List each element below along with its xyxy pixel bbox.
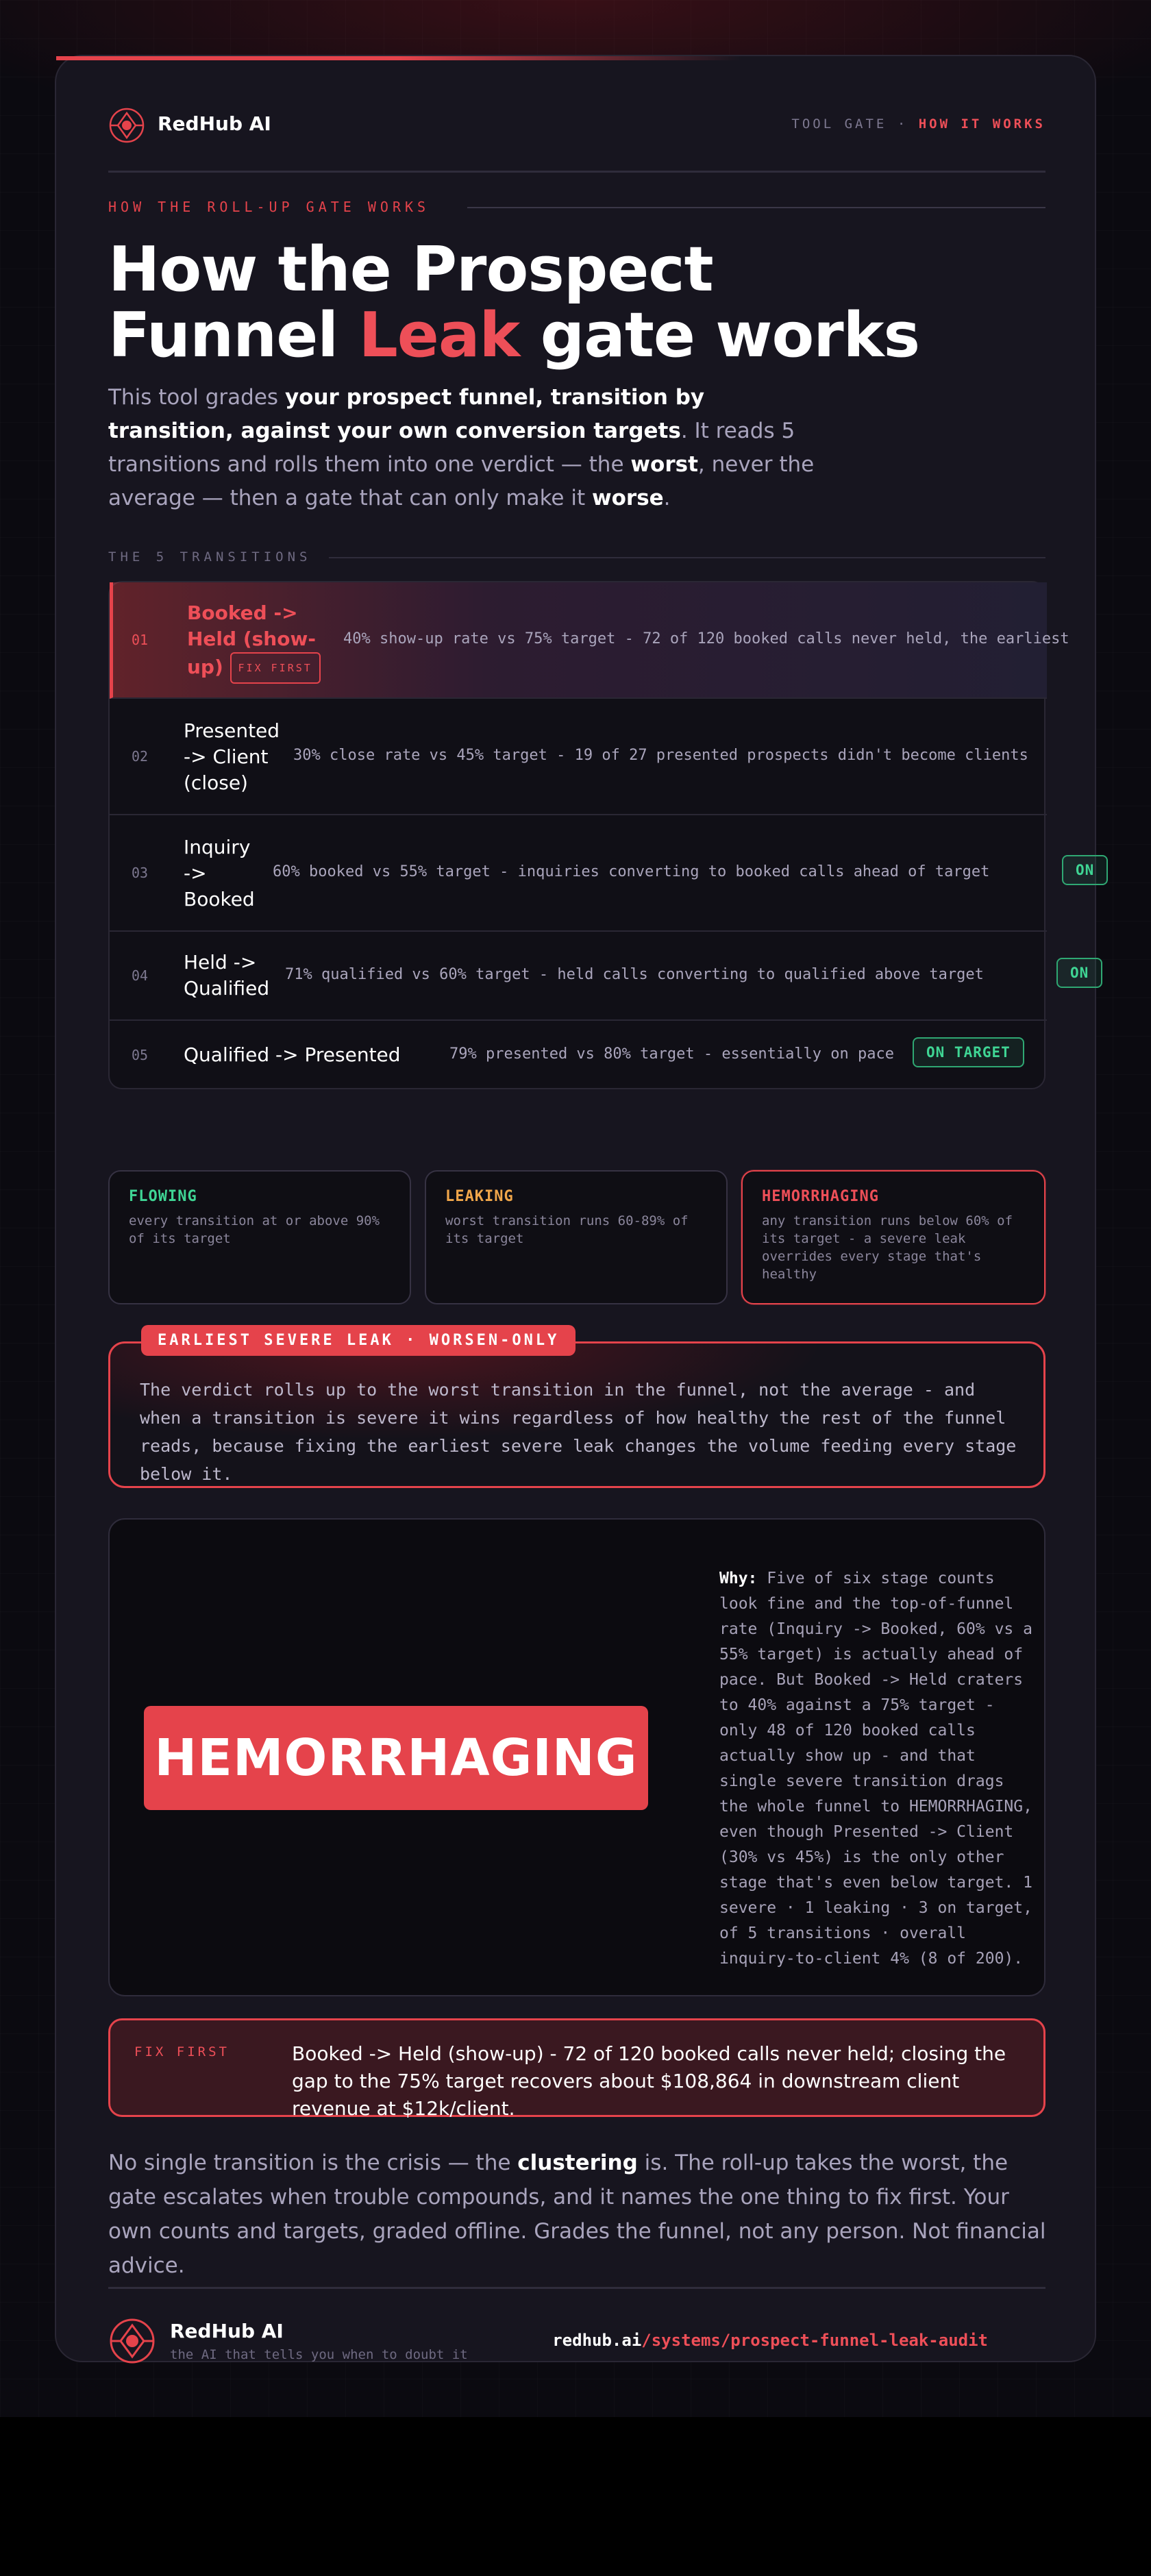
transition-desc: 40% show-up rate vs 75% target - 72 of 120 booked calls never held, the earliest (343, 630, 1069, 647)
transition-number: 03 (132, 865, 149, 881)
title-highlight: Leak (358, 299, 520, 371)
eyebrow-label: HOW THE ROLL-UP GATE WORKS (108, 199, 430, 215)
eyebrow-divider (467, 207, 1045, 208)
legend-leaking (425, 1170, 728, 1304)
page-title (108, 234, 999, 371)
nav-tool-gate[interactable]: TOOL GATE (791, 116, 887, 132)
on-target-badge: ON (1062, 855, 1108, 885)
on-target-badge: ON (1056, 958, 1102, 988)
transition-name: Presented -> Client (close) (184, 719, 280, 794)
legend-hemorrhaging (741, 1170, 1045, 1304)
legend-desc: any transition runs below 60% of its target - a severe leak overrides every stage that's healthy (762, 1213, 1013, 1282)
rollup-rule-tag: EARLIEST SEVERE LEAK · WORSEN-ONLY (141, 1325, 576, 1356)
url-path: /systems/prospect-funnel-leak-audit (641, 2331, 988, 2350)
transition-row-5[interactable] (110, 1021, 1047, 1091)
legend-desc: every transition at or above 90% of its target (129, 1213, 380, 1246)
transition-number: 04 (132, 967, 149, 984)
transition-desc: 30% close rate vs 45% target - 19 of 27 presented prospects didn't become clients (293, 747, 1028, 764)
title-line-2-post: gate works (519, 299, 920, 371)
top-nav (791, 116, 1045, 132)
transition-row-4[interactable] (110, 932, 1089, 1021)
fix-first-label: FIX FIRST (134, 2044, 230, 2059)
footer-tagline: the AI that tells you when to doubt it (170, 2347, 468, 2362)
transition-desc: 60% booked vs 55% target - inquiries converting to booked calls ahead of target (273, 863, 990, 880)
outro-text-1: No single transition is the crisis — the (108, 2151, 518, 2175)
outro-paragraph (108, 2146, 1054, 2283)
footer-url-link[interactable] (552, 2331, 988, 2350)
card-accent-line (56, 56, 741, 60)
why-label: Why: (719, 1570, 758, 1587)
nav-separator: · (897, 116, 908, 132)
transition-number: 01 (132, 632, 149, 648)
intro-bold-3: worse (591, 486, 664, 510)
legend-flowing (108, 1170, 411, 1304)
main-card (55, 55, 1096, 2362)
transition-name: Qualified -> Presented (184, 1043, 401, 1066)
transitions-list (108, 581, 1095, 1089)
title-line-2-pre: Funnel (108, 299, 359, 371)
footer-brand[interactable]: RedHub AI (170, 2320, 284, 2342)
site-header (108, 107, 1045, 173)
on-target-badge: ON TARGET (913, 1037, 1024, 1067)
intro-paragraph (108, 381, 834, 515)
redhub-logo-icon[interactable] (108, 107, 145, 144)
transition-desc: 79% presented vs 80% target - essentially on pace (449, 1045, 895, 1063)
legend-desc: worst transition runs 60-89% of its target (445, 1213, 689, 1246)
why-text: Five of six stage counts look fine and the top-of-funnel rate (Inquiry -> Booked, 60% vs a 55% target) is actually ahead of pace. But Booked -> Held craters to 40% against a 75% target - only 48 of 120 booked calls actually show up - and that single severe transition drags the whole funnel to HEMORRHAGING, even though Presented -> Client (30% vs 45%) is the only other stage that's even below target. 1 severe · 1 leaking · 3 on target, of 5 transitions · overall inquiry-to-client 4% (8 of 200). (719, 1570, 1032, 1968)
transition-name: Held -> Qualified (184, 951, 270, 1000)
title-line-1: How the Prospect (108, 234, 713, 306)
intro-text-3: , never the average — then a gate that can only make it (108, 452, 815, 510)
transition-name-text: Booked -> Held (show-up) (187, 602, 316, 678)
transition-number: 05 (132, 1047, 149, 1063)
fix-first-badge: FIX FIRST (230, 652, 321, 684)
legend-title: FLOWING (129, 1188, 197, 1205)
legend-title: LEAKING (445, 1188, 514, 1205)
footer-divider (108, 2287, 1045, 2289)
legend-title: HEMORRHAGING (762, 1188, 879, 1205)
transition-name (187, 600, 324, 684)
transition-desc: 71% qualified vs 60% target - held calls converting to qualified above target (285, 966, 984, 983)
transitions-section-label: THE 5 TRANSITIONS (108, 549, 312, 565)
intro-bold-1: your prospect funnel, transition by transition, against your own conversion targets (108, 385, 705, 443)
url-host: redhub.ai (552, 2331, 642, 2350)
verdict-stamp: HEMORRHAGING (144, 1706, 648, 1810)
intro-text-4: . (663, 486, 671, 510)
outro-text-2: is. The roll-up takes the worst, the gate escalates when trouble compounds, and it names the one thing to fix first. Your own counts and targets, graded offline. Grades the funnel, not any person. Not financial advice. (108, 2151, 1046, 2278)
nav-how-it-works[interactable]: HOW IT WORKS (918, 116, 1045, 132)
transition-row-1[interactable] (110, 582, 1069, 699)
brand-name[interactable]: RedHub AI (158, 112, 271, 135)
intro-text-1: This tool grades (108, 385, 285, 410)
transition-row-2[interactable] (110, 699, 1047, 815)
outro-bold: clustering (517, 2151, 638, 2175)
fix-first-text: Booked -> Held (show-up) - 72 of 120 booked calls never held; closing the gap to the 75% target recovers about $108,864 in downstream client revenue at $12k/client. (292, 2042, 1006, 2120)
rollup-rule-text: The verdict rolls up to the worst transition in the funnel, not the average - and when a transition is severe it wins regardless of how healthy the rest of the funnel reads, because fixing the earliest severe leak changes the volume feeding every stage below it. (140, 1380, 1017, 1484)
footer-logo-icon[interactable] (108, 2317, 156, 2365)
page-bottom-band (0, 2417, 1151, 2576)
intro-bold-2: worst (630, 452, 698, 477)
transition-name: Inquiry -> Booked (184, 836, 255, 911)
transition-number: 02 (132, 748, 149, 765)
transition-row-3[interactable] (110, 815, 1095, 932)
transitions-divider (329, 557, 1045, 558)
verdict-why (719, 1566, 1041, 1972)
intro-text-2: . It reads 5 transitions and rolls them into one verdict — the (108, 419, 795, 477)
